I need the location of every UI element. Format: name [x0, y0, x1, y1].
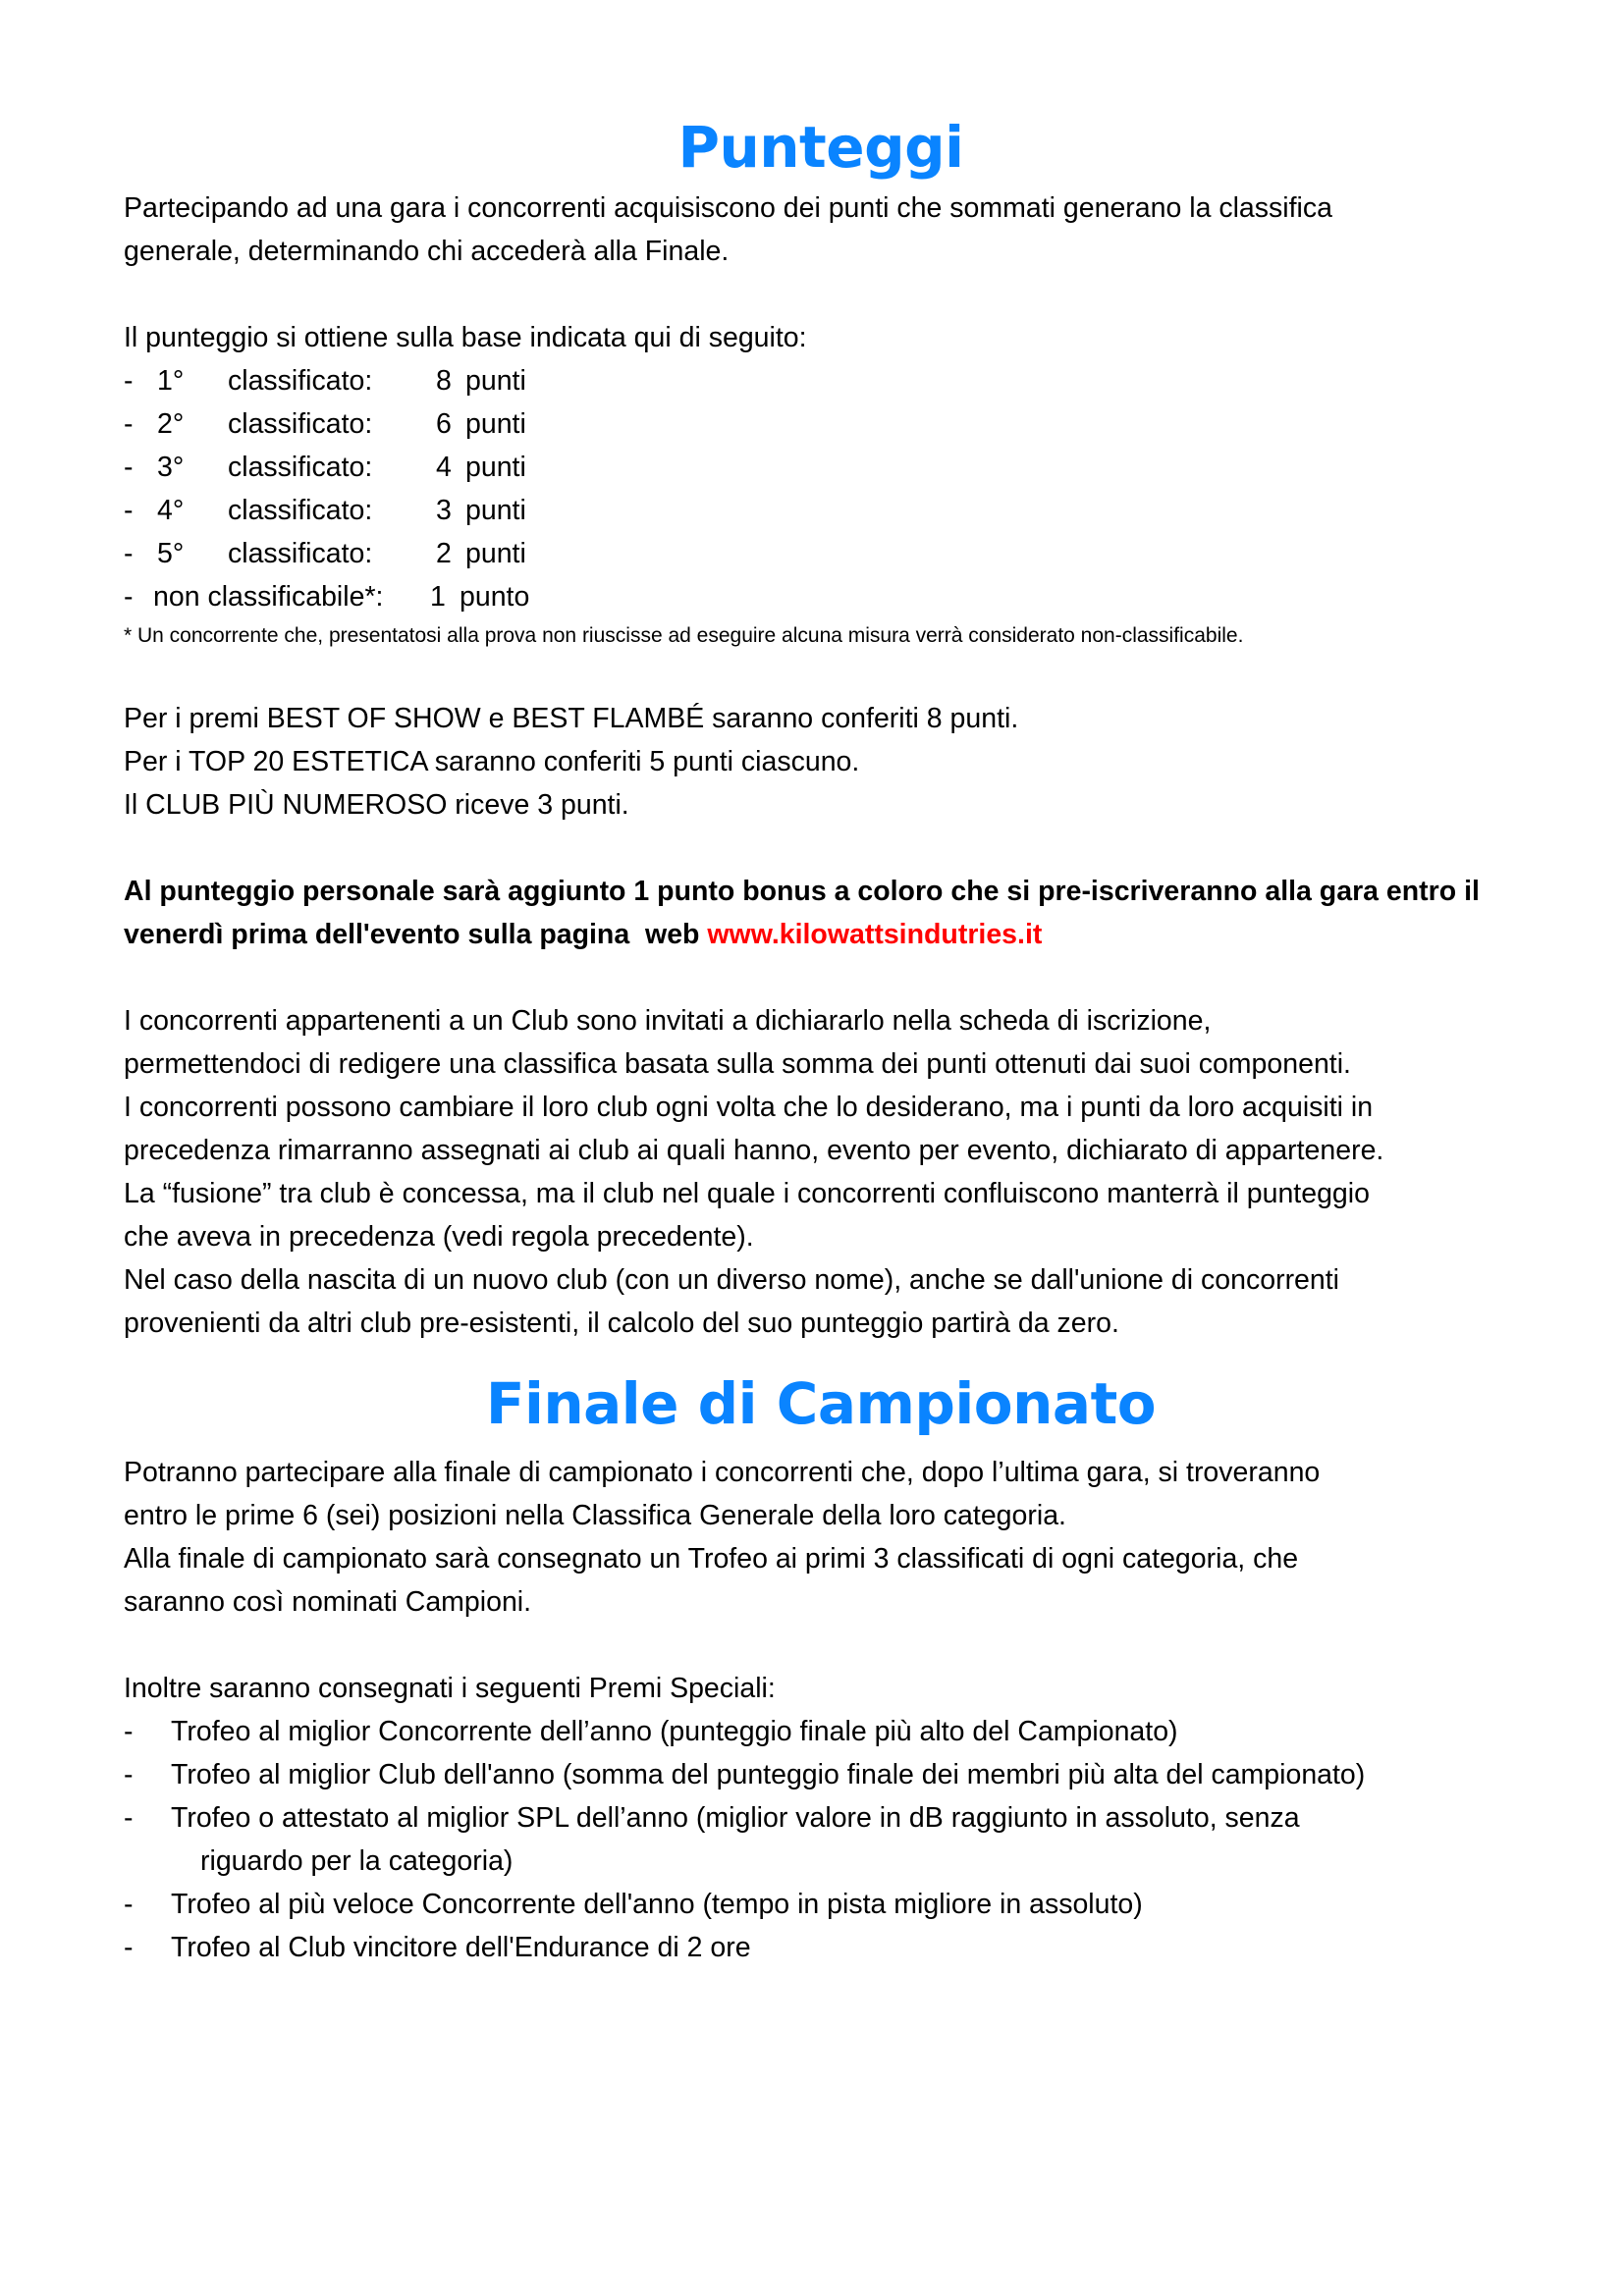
score-label: classificato: — [228, 538, 373, 569]
award-line: Per i TOP 20 ESTETICA saranno conferiti 5 punti ciascuno. — [124, 746, 860, 777]
prize-text: Trofeo al miglior Club dell'anno (somma del punteggio finale dei membri più alta del campionato) — [171, 1759, 1366, 1790]
score-position: 4° — [157, 495, 185, 526]
prize-list — [124, 1710, 1518, 1969]
prize-item — [124, 1710, 1518, 1753]
club-line: precedenza rimarranno assegnati ai club ai quali hanno, evento per evento, dichiarato di appartenere. — [124, 1135, 1384, 1166]
list-dash: - — [124, 1932, 134, 1963]
prize-text: Trofeo al miglior Concorrente dell’anno (punteggio finale più alto del Campionato) — [171, 1716, 1178, 1747]
score-unit: punto — [460, 581, 530, 613]
spacer — [124, 654, 1518, 697]
finale-line: entro le prime 6 (sei) posizioni nella Classifica Generale della loro categoria. — [124, 1500, 1066, 1531]
award-line: Il CLUB PIÙ NUMEROSO riceve 3 punti. — [124, 789, 629, 821]
prize-text: Trofeo al Club vincitore dell'Endurance di 2 ore — [171, 1932, 751, 1963]
award-line: Per i premi BEST OF SHOW e BEST FLAMBÉ saranno conferiti 8 punti. — [124, 703, 1019, 734]
list-dash: - — [124, 1802, 134, 1834]
score-item — [124, 359, 1518, 402]
score-points: 8 — [436, 365, 452, 397]
club-line: I concorrenti possono cambiare il loro club ogni volta che lo desiderano, ma i punti da loro acquisiti in — [124, 1092, 1374, 1123]
score-position: 1° — [157, 365, 185, 397]
score-label: classificato: — [228, 495, 373, 526]
bonus-text: venerdì prima dell'evento sulla pagina web — [124, 919, 708, 950]
club-line: I concorrenti appartenenti a un Club sono invitati a dichiararlo nella scheda di iscrizione, — [124, 1005, 1212, 1037]
club-line: provenienti da altri club pre-esistenti, il calcolo del suo punteggio partirà da zero. — [124, 1308, 1119, 1339]
list-dash: - — [124, 1759, 134, 1790]
list-dash: - — [124, 1716, 134, 1747]
club-line: La “fusione” tra club è concessa, ma il club nel quale i concorrenti confluiscono manterrà il punteggio — [124, 1178, 1370, 1209]
score-unit: punti — [465, 495, 526, 526]
spacer — [124, 956, 1518, 999]
club-line: che aveva in precedenza (vedi regola precedente). — [124, 1221, 754, 1253]
list-dash — [124, 1840, 171, 1883]
prize-text: riguardo per la categoria) — [200, 1845, 514, 1877]
club-line: permettendoci di redigere una classifica basata sulla somma dei punti ottenuti dai suoi componenti. — [124, 1048, 1351, 1080]
score-unit: punti — [465, 365, 526, 397]
score-intro: Il punteggio si ottiene sulla base indicata qui di seguito: — [124, 322, 807, 353]
bonus-line-2 — [124, 913, 1518, 956]
score-unit: punti — [465, 408, 526, 440]
score-item — [124, 532, 1518, 575]
score-item-non-classified — [124, 575, 1518, 618]
finale-line: Alla finale di campionato sarà consegnato un Trofeo ai primi 3 classificati di ogni categoria, che — [124, 1543, 1299, 1575]
bonus-line: Al punteggio personale sarà aggiunto 1 punto bonus a coloro che si pre-iscriveranno alla gara entro il — [124, 876, 1480, 907]
score-position: 2° — [157, 408, 185, 440]
score-label: classificato: — [228, 408, 373, 440]
list-dash: - — [124, 1889, 134, 1920]
list-dash: - — [124, 538, 134, 569]
score-label: classificato: — [228, 365, 373, 397]
score-unit: punti — [465, 452, 526, 483]
score-label: classificato: — [228, 452, 373, 483]
finale-line: Potranno partecipare alla finale di campionato i concorrenti che, dopo l’ultima gara, si troveranno — [124, 1457, 1321, 1488]
score-unit: punti — [465, 538, 526, 569]
prize-item — [124, 1753, 1518, 1796]
section-title-finale: Finale di Campionato — [485, 1370, 1157, 1437]
spacer — [124, 1624, 1518, 1667]
score-item — [124, 489, 1518, 532]
score-points: 6 — [436, 408, 452, 440]
list-dash: - — [124, 452, 134, 483]
score-item — [124, 446, 1518, 489]
prize-text: Trofeo al più veloce Concorrente dell'anno (tempo in pista migliore in assoluto) — [171, 1889, 1143, 1920]
score-position: 5° — [157, 538, 185, 569]
list-dash: - — [124, 408, 134, 440]
club-line: Nel caso della nascita di un nuovo club (con un diverso nome), anche se dall'unione di concorrenti — [124, 1264, 1340, 1296]
prize-text: Trofeo o attestato al miglior SPL dell’anno (miglior valore in dB raggiunto in assoluto, senza — [171, 1802, 1300, 1834]
website-link[interactable]: www.kilowattsindutries.it — [707, 919, 1043, 950]
intro-line: Partecipando ad una gara i concorrenti acquisiscono dei punti che sommati generano la classifica — [124, 192, 1332, 224]
score-points: 4 — [436, 452, 452, 483]
score-points: 2 — [436, 538, 452, 569]
document-page — [124, 108, 1518, 1969]
spacer — [124, 273, 1518, 316]
score-position: 3° — [157, 452, 185, 483]
score-label: non classificabile*: — [153, 581, 384, 613]
prizes-intro: Inoltre saranno consegnati i seguenti Premi Speciali: — [124, 1673, 776, 1704]
list-dash: - — [124, 365, 134, 397]
prize-item — [124, 1796, 1518, 1840]
prize-item-continuation — [124, 1840, 1518, 1883]
prize-item — [124, 1926, 1518, 1969]
score-list — [124, 359, 1518, 618]
intro-line: generale, determinando chi accederà alla Finale. — [124, 236, 730, 267]
prize-item — [124, 1883, 1518, 1926]
score-item — [124, 402, 1518, 446]
spacer — [124, 827, 1518, 870]
finale-line: saranno così nominati Campioni. — [124, 1586, 532, 1618]
score-points: 1 — [430, 581, 446, 613]
score-points: 3 — [436, 495, 452, 526]
footnote: * Un concorrente che, presentatosi alla prova non riuscisse ad eseguire alcuna misura verrà considerato non-classificabile. — [124, 624, 1244, 647]
section-title-punteggi: Punteggi — [677, 114, 964, 181]
list-dash: - — [124, 495, 134, 526]
list-dash: - — [124, 581, 134, 613]
